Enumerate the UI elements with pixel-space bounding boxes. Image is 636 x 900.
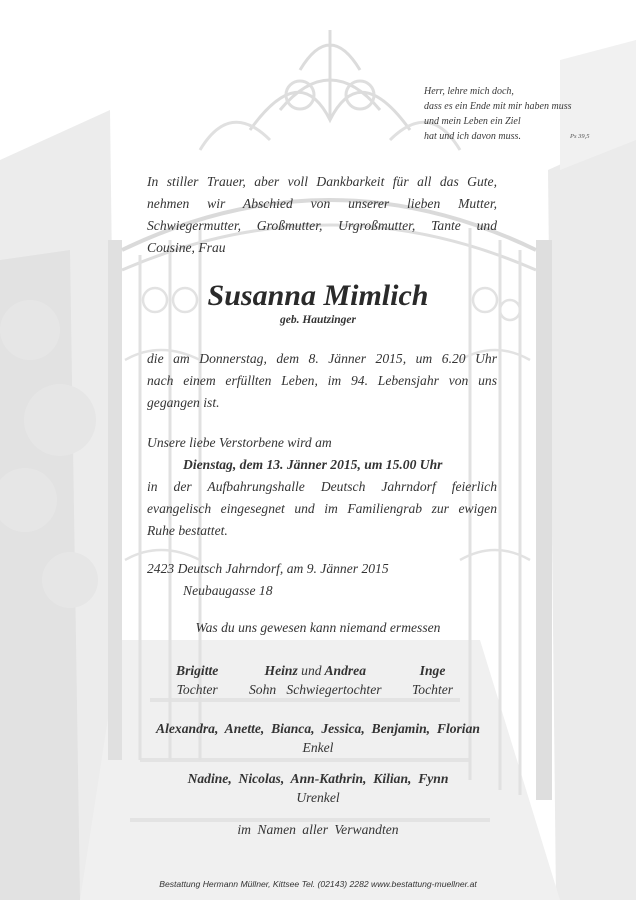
quote-line: und mein Leben ein Ziel (424, 116, 521, 127)
intro-line: nehmen wir Abschied von unserer lieben Mutter, (147, 196, 497, 211)
quote-line: Herr, lehre mich doch, (424, 86, 514, 97)
family-role: Tochter (176, 682, 218, 697)
place-line: 2423 Deutsch Jahrndorf, am 9. Jänner 2015 (147, 561, 389, 576)
great-grandchildren-role: Urenkel (296, 790, 340, 805)
family-name: Heinz (264, 663, 298, 678)
address-line: Neubaugasse 18 (183, 583, 273, 598)
funeral-paragraph (147, 432, 497, 542)
family-member-heinz-andrea (249, 661, 382, 699)
passing-line: nach einem erfüllten Leben, im 94. Lebensjahr von uns (147, 373, 497, 388)
funeral-intro: Unsere liebe Verstorbene wird am (147, 435, 332, 450)
family-name: Inge (419, 663, 446, 678)
family-role: Schwiegertochter (286, 682, 382, 697)
place-and-date (147, 558, 497, 602)
grandchildren (0, 719, 636, 757)
family-member-brigitte (176, 661, 218, 699)
grandchildren-role: Enkel (302, 740, 334, 755)
quote-line: hat und ich davon muss. (424, 131, 521, 142)
family-name: Brigitte (176, 663, 219, 678)
bible-quote (424, 84, 624, 144)
relatives-line: im Namen aller Verwandten (237, 822, 399, 837)
quote-reference: Ps 39,5 (570, 133, 590, 140)
intro-line: Cousine, Frau (147, 240, 226, 255)
funeral-line: in der Aufbahrungshalle Deutsch Jahrndorf feierlich (147, 479, 497, 494)
great-grandchildren-names: Nadine, Nicolas, Ann-Kathrin, Kilian, Fynn (187, 771, 449, 786)
funeral-home-footer: Bestattung Hermann Müllner, Kittsee Tel. (02143) 2282 www.bestattung-muellner.at (159, 879, 477, 889)
family-name: Andrea (324, 663, 366, 678)
funeral-date: Dienstag, dem 13. Jänner 2015, um 15.00 Uhr (183, 457, 443, 472)
funeral-line: evangelisch eingesegnet und im Familiengrab zur ewigen (147, 501, 497, 516)
grandchildren-names: Alexandra, Anette, Bianca, Jessica, Benjamin, Florian (156, 721, 480, 736)
intro-line: In stiller Trauer, aber voll Dankbarkeit für all das Gute, (147, 174, 497, 189)
funeral-line: Ruhe bestattet. (147, 523, 228, 538)
quote-line: dass es ein Ende mit mir haben muss (424, 101, 572, 112)
deceased-name: Susanna Mimlich (207, 279, 429, 312)
family-role: Tochter (412, 682, 454, 697)
family-connector: und (301, 663, 322, 678)
passing-line: die am Donnerstag, dem 8. Jänner 2015, um 6.20 Uhr (147, 351, 497, 366)
family-role: Sohn (249, 682, 277, 697)
motto: Was du uns gewesen kann niemand ermessen (195, 620, 441, 635)
intro-paragraph (147, 171, 497, 259)
great-grandchildren (0, 769, 636, 807)
passing-paragraph (147, 348, 497, 414)
family-member-inge (412, 661, 453, 699)
birth-name: geb. Hautzinger (279, 314, 357, 326)
family-roles-line (249, 680, 382, 699)
intro-line: Schwiegermutter, Großmutter, Urgroßmutter, Tante und (147, 218, 497, 233)
family-names-line (249, 661, 382, 680)
passing-line: gegangen ist. (147, 395, 220, 410)
